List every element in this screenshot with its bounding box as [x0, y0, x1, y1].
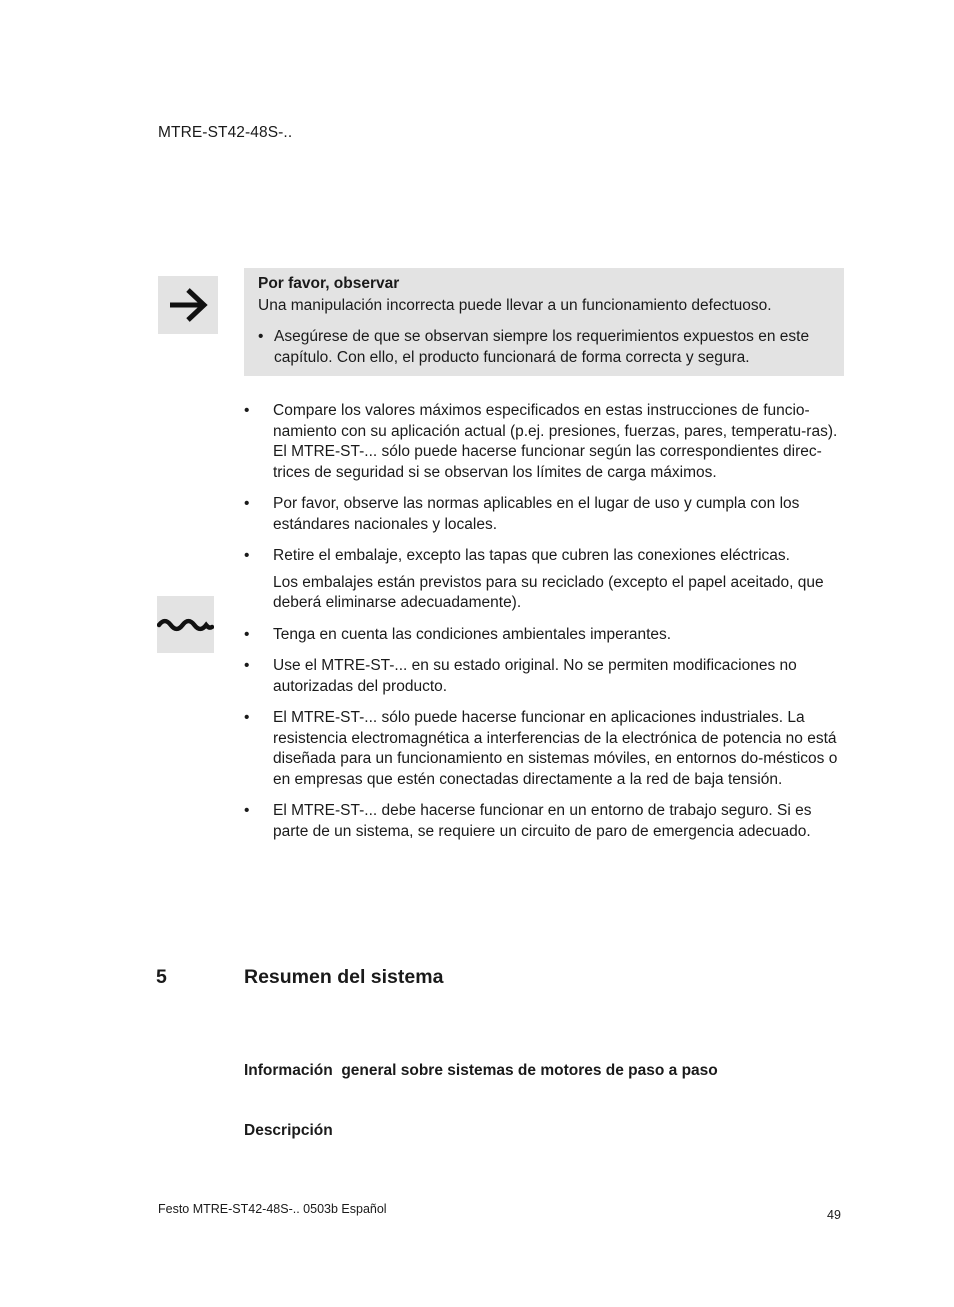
environment-icon-box: [157, 596, 214, 653]
note-icon-box: [158, 276, 218, 334]
list-item-text: Por favor, observe las normas aplicables en el lugar de uso y cumpla con los estándares nacionales y locales.: [273, 495, 800, 533]
list-item-text: El MTRE-ST-... sólo puede hacerse funcionar en aplicaciones industriales. La resistencia electromagnética a interferencias de la electrónica de potencia no está diseñada para un funcionamiento en sistemas móviles, en entornos do-mésticos o en empresas que estén conectadas directamente a la red de baja tensión.: [273, 709, 838, 788]
arrow-right-icon: [166, 285, 210, 325]
bullet-marker: •: [258, 328, 264, 345]
header-model: MTRE-ST42-48S-..: [158, 124, 293, 141]
bullet-marker: •: [244, 802, 250, 819]
list-item: [244, 494, 844, 535]
list-item-text: Compare los valores máximos especificados en estas instrucciones de funcio-namiento con su aplicación actual (p.ej. presiones, fuerzas, pares, temperatu-ras).: [273, 402, 838, 440]
footer-text: Festo MTRE-ST42-48S-.. 0503b Español: [158, 1202, 387, 1216]
note-text: Una manipulación incorrecta puede llevar a un funcionamiento defectuoso.: [258, 297, 772, 314]
note-bullet: [258, 327, 832, 368]
list-item: [244, 708, 844, 790]
recycling-wave-icon: [157, 615, 214, 635]
bullet-marker: •: [244, 402, 250, 419]
subheading: Información general sobre sistemas de motores de paso a paso: [244, 1062, 718, 1079]
bullet-marker: •: [244, 495, 250, 512]
section-title: Resumen del sistema: [244, 966, 444, 988]
list-item: [244, 656, 844, 697]
subsubheading: Descripción: [244, 1122, 333, 1139]
list-item: [244, 625, 844, 646]
list-item-text: Retire el embalaje, excepto las tapas que cubren las conexiones eléctricas.: [273, 547, 790, 564]
bullet-marker: •: [244, 625, 250, 643]
section-number: 5: [156, 966, 167, 988]
list-item-extra: El MTRE-ST-... sólo puede hacerse funcionar según las correspondientes direc-trices de seguridad si se observan los límites de carga máximos.: [273, 443, 822, 481]
list-item: [244, 546, 844, 614]
list-item: [244, 401, 844, 483]
list-item-text: El MTRE-ST-... debe hacerse funcionar en un entorno de trabajo seguro. Si es parte de un sistema, se requiere un circuito de paro de emergencia adecuado.: [273, 802, 812, 840]
bullet-marker: •: [244, 709, 250, 726]
bullet-list: [244, 401, 844, 853]
bullet-marker: •: [244, 547, 250, 564]
note-title: Por favor, observar: [258, 275, 400, 292]
page-number: 49: [827, 1208, 841, 1222]
list-item-text: Use el MTRE-ST-... en su estado original. No se permiten modificaciones no autorizadas del producto.: [273, 657, 797, 695]
bullet-marker: •: [244, 657, 250, 674]
note-box: [244, 268, 844, 376]
note-bullet-text: Asegúrese de que se observan siempre los requerimientos expuestos en este capítulo. Con ello, el producto funcionará de forma correcta y segura.: [274, 328, 810, 366]
list-item: [244, 801, 844, 842]
list-item-text: Tenga en cuenta las condiciones ambientales imperantes.: [273, 625, 672, 643]
list-item-extra: Los embalajes están previstos para su reciclado (excepto el papel aceitado, que deberá eliminarse adecuadamente).: [273, 573, 824, 611]
